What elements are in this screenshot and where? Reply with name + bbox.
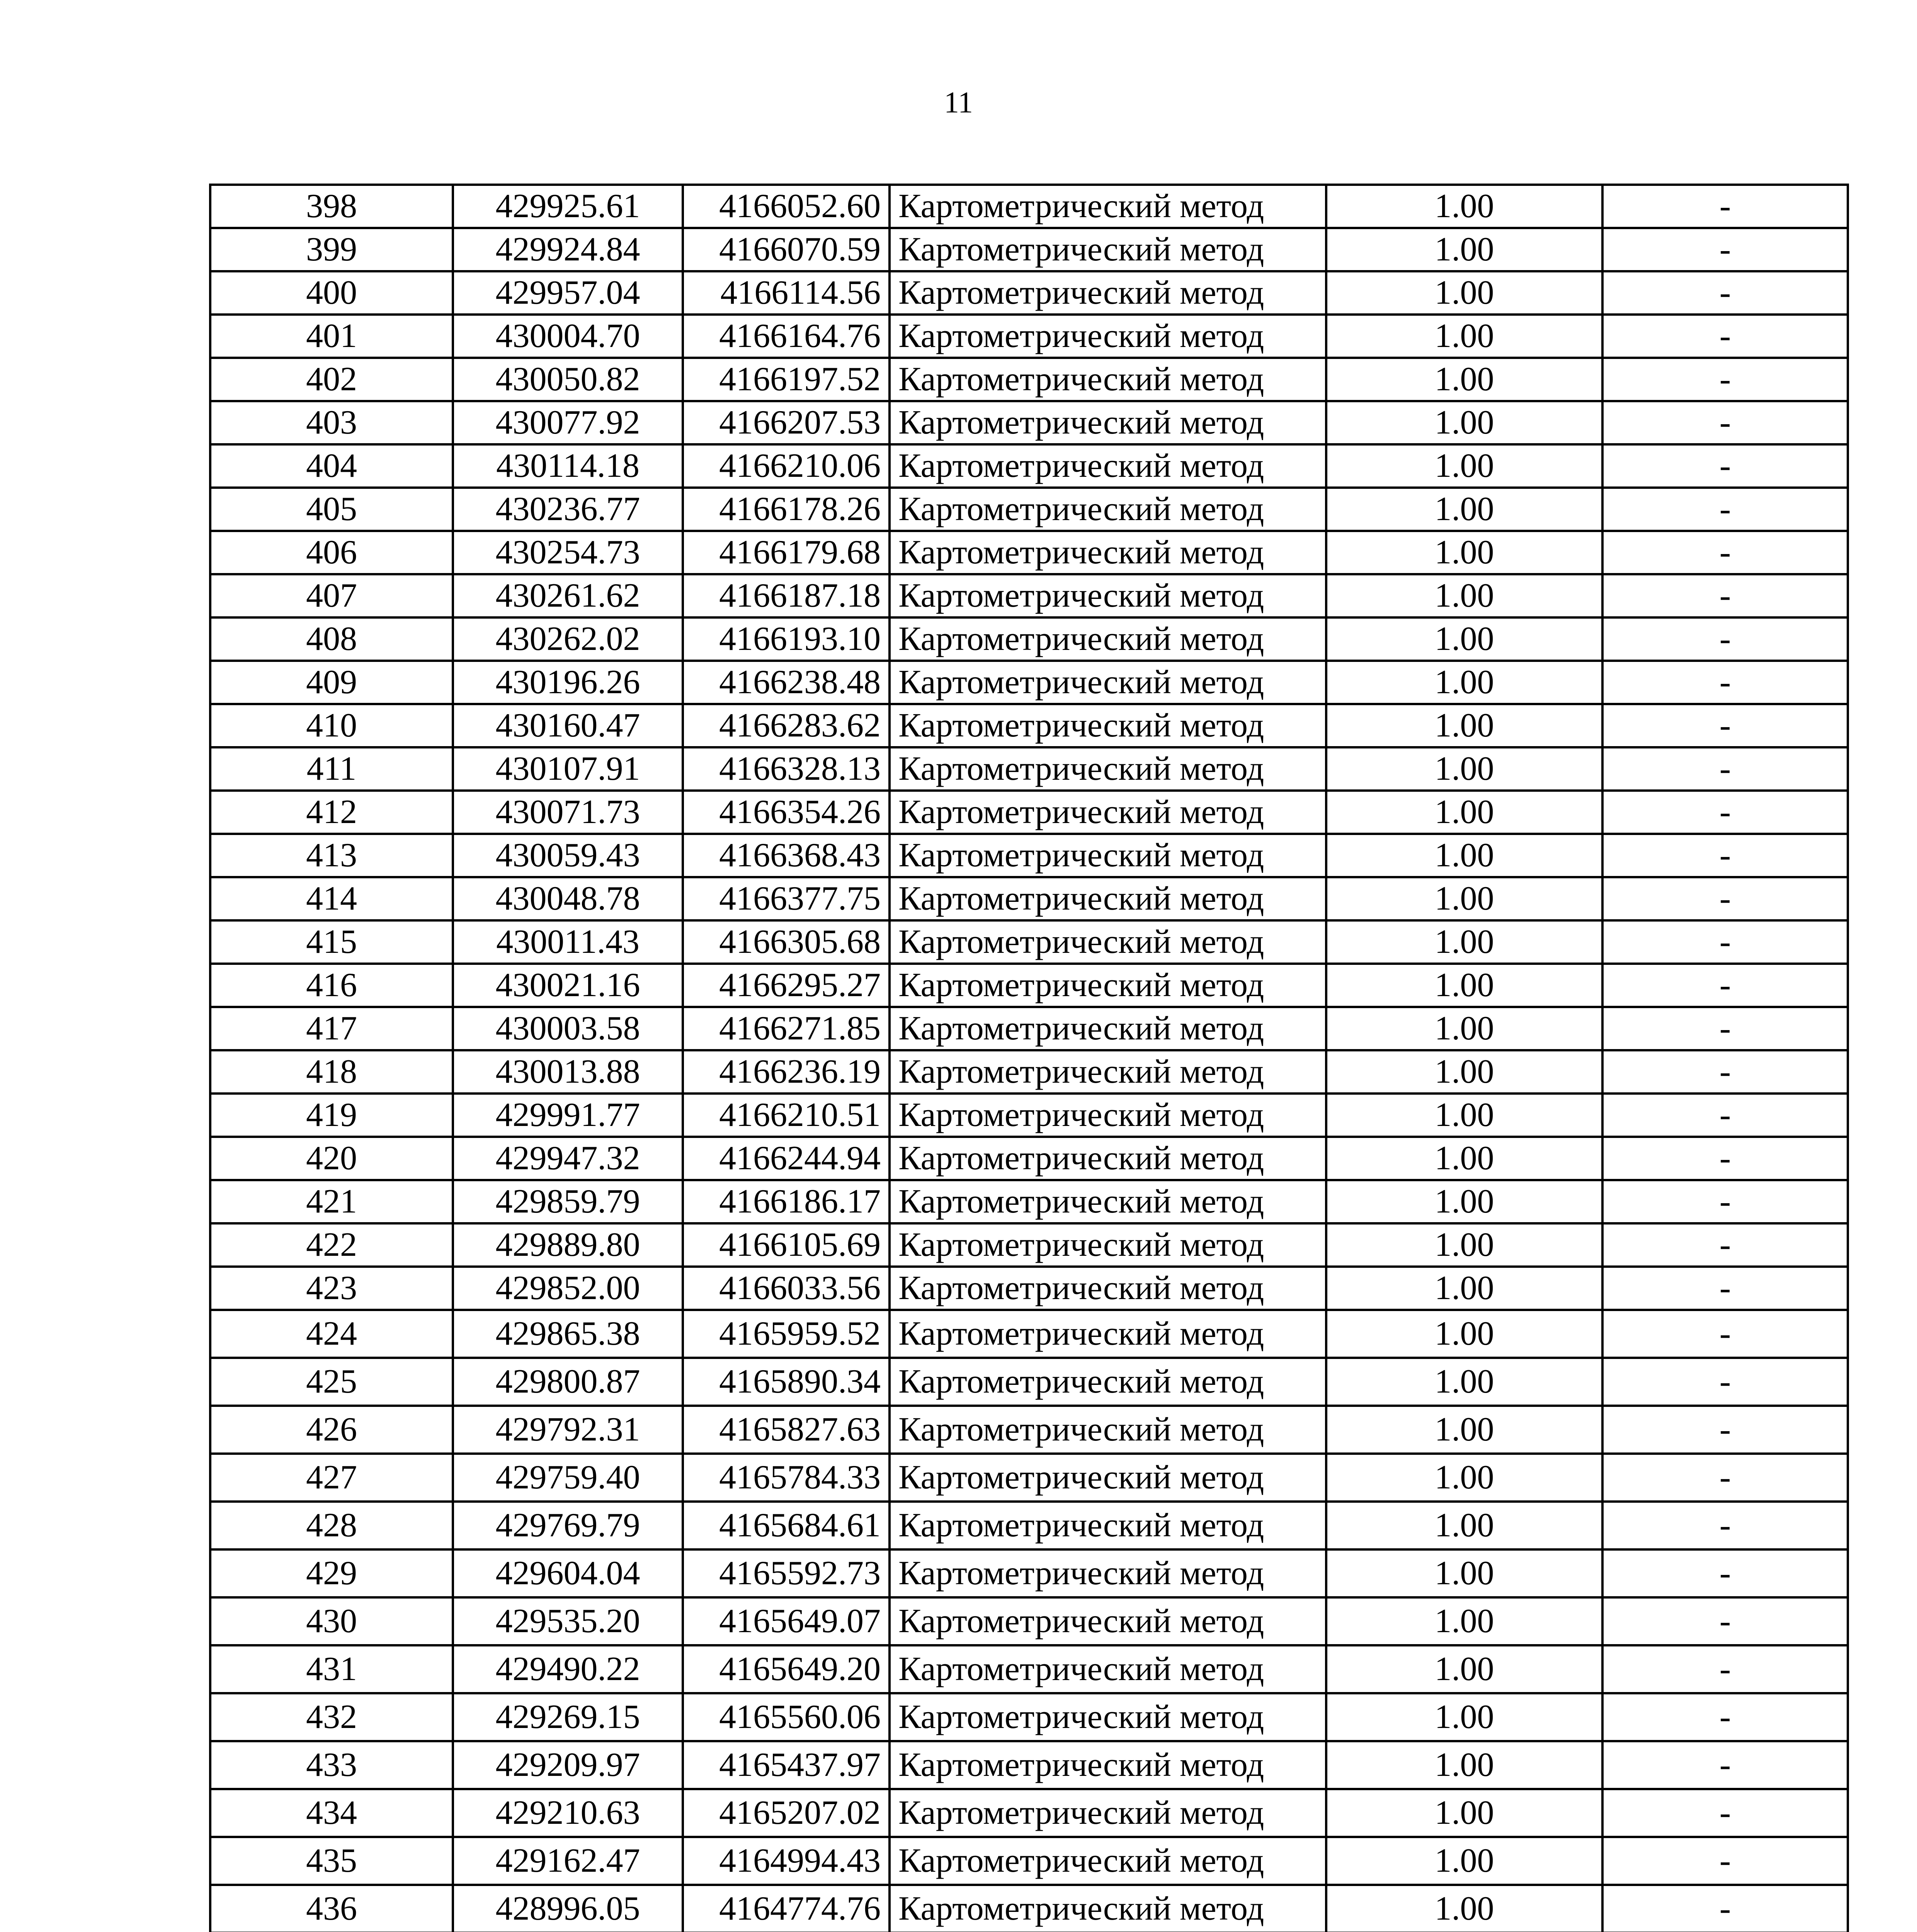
x-coordinate-cell: 429889.80 — [453, 1223, 683, 1267]
table-row — [210, 185, 1848, 228]
description-cell: - — [1602, 1789, 1848, 1837]
point-number-cell: 418 — [210, 1050, 453, 1094]
point-number-cell: 422 — [210, 1223, 453, 1267]
table-row — [210, 1502, 1848, 1549]
point-number-cell: 403 — [210, 401, 453, 444]
accuracy-cell: 1.00 — [1326, 1597, 1602, 1645]
x-coordinate-cell: 429991.77 — [453, 1094, 683, 1137]
accuracy-cell: 1.00 — [1326, 1789, 1602, 1837]
point-number-cell: 435 — [210, 1837, 453, 1885]
table-row — [210, 1358, 1848, 1406]
table-row — [210, 877, 1848, 920]
x-coordinate-cell: 430071.73 — [453, 791, 683, 834]
table-row — [210, 617, 1848, 661]
method-cell: Картометрический метод — [890, 1837, 1326, 1885]
y-coordinate-cell: 4165959.52 — [683, 1310, 890, 1358]
x-coordinate-cell: 429792.31 — [453, 1406, 683, 1454]
description-cell: - — [1602, 1180, 1848, 1223]
table-row — [210, 1597, 1848, 1645]
table-row — [210, 791, 1848, 834]
x-coordinate-cell: 430004.70 — [453, 315, 683, 358]
x-coordinate-cell: 429947.32 — [453, 1137, 683, 1180]
accuracy-cell: 1.00 — [1326, 1502, 1602, 1549]
description-cell: - — [1602, 1050, 1848, 1094]
accuracy-cell: 1.00 — [1326, 1223, 1602, 1267]
accuracy-cell: 1.00 — [1326, 1180, 1602, 1223]
point-number-cell: 423 — [210, 1267, 453, 1310]
x-coordinate-cell: 429269.15 — [453, 1693, 683, 1741]
method-cell: Картометрический метод — [890, 1885, 1326, 1932]
table-row — [210, 1741, 1848, 1789]
description-cell: - — [1602, 1597, 1848, 1645]
x-coordinate-cell: 429925.61 — [453, 185, 683, 228]
x-coordinate-cell: 429535.20 — [453, 1597, 683, 1645]
x-coordinate-cell: 429604.04 — [453, 1549, 683, 1597]
description-cell: - — [1602, 1693, 1848, 1741]
method-cell: Картометрический метод — [890, 315, 1326, 358]
y-coordinate-cell: 4166368.43 — [683, 834, 890, 877]
description-cell: - — [1602, 1406, 1848, 1454]
x-coordinate-cell: 429852.00 — [453, 1267, 683, 1310]
x-coordinate-cell: 430003.58 — [453, 1007, 683, 1050]
table-row — [210, 315, 1848, 358]
method-cell: Картометрический метод — [890, 1310, 1326, 1358]
method-cell: Картометрический метод — [890, 617, 1326, 661]
point-number-cell: 402 — [210, 358, 453, 401]
accuracy-cell: 1.00 — [1326, 1310, 1602, 1358]
table-row — [210, 964, 1848, 1007]
accuracy-cell: 1.00 — [1326, 1267, 1602, 1310]
description-cell: - — [1602, 315, 1848, 358]
x-coordinate-cell: 430021.16 — [453, 964, 683, 1007]
method-cell: Картометрический метод — [890, 1137, 1326, 1180]
accuracy-cell: 1.00 — [1326, 791, 1602, 834]
y-coordinate-cell: 4165437.97 — [683, 1741, 890, 1789]
point-number-cell: 406 — [210, 531, 453, 574]
description-cell: - — [1602, 964, 1848, 1007]
table-row — [210, 1180, 1848, 1223]
point-number-cell: 400 — [210, 271, 453, 315]
point-number-cell: 414 — [210, 877, 453, 920]
point-number-cell: 426 — [210, 1406, 453, 1454]
point-number-cell: 413 — [210, 834, 453, 877]
description-cell: - — [1602, 1885, 1848, 1932]
description-cell: - — [1602, 791, 1848, 834]
y-coordinate-cell: 4165649.07 — [683, 1597, 890, 1645]
x-coordinate-cell: 429759.40 — [453, 1454, 683, 1502]
x-coordinate-cell: 428996.05 — [453, 1885, 683, 1932]
point-number-cell: 409 — [210, 661, 453, 704]
method-cell: Картометрический метод — [890, 1358, 1326, 1406]
table-row — [210, 401, 1848, 444]
accuracy-cell: 1.00 — [1326, 834, 1602, 877]
method-cell: Картометрический метод — [890, 1645, 1326, 1693]
page-number: 11 — [944, 85, 973, 119]
accuracy-cell: 1.00 — [1326, 1094, 1602, 1137]
x-coordinate-cell: 429859.79 — [453, 1180, 683, 1223]
y-coordinate-cell: 4165890.34 — [683, 1358, 890, 1406]
point-number-cell: 398 — [210, 185, 453, 228]
accuracy-cell: 1.00 — [1326, 747, 1602, 791]
y-coordinate-cell: 4166210.06 — [683, 444, 890, 488]
method-cell: Картометрический метод — [890, 1223, 1326, 1267]
x-coordinate-cell: 430048.78 — [453, 877, 683, 920]
method-cell: Картометрический метод — [890, 488, 1326, 531]
method-cell: Картометрический метод — [890, 1693, 1326, 1741]
accuracy-cell: 1.00 — [1326, 1050, 1602, 1094]
y-coordinate-cell: 4166193.10 — [683, 617, 890, 661]
accuracy-cell: 1.00 — [1326, 704, 1602, 747]
point-number-cell: 420 — [210, 1137, 453, 1180]
description-cell: - — [1602, 1645, 1848, 1693]
point-number-cell: 430 — [210, 1597, 453, 1645]
table-row — [210, 1693, 1848, 1741]
y-coordinate-cell: 4166207.53 — [683, 401, 890, 444]
accuracy-cell: 1.00 — [1326, 358, 1602, 401]
method-cell: Картометрический метод — [890, 834, 1326, 877]
method-cell: Картометрический метод — [890, 877, 1326, 920]
y-coordinate-cell: 4166186.17 — [683, 1180, 890, 1223]
y-coordinate-cell: 4165207.02 — [683, 1789, 890, 1837]
x-coordinate-cell: 430011.43 — [453, 920, 683, 964]
y-coordinate-cell: 4166033.56 — [683, 1267, 890, 1310]
table-row — [210, 1789, 1848, 1837]
table-row — [210, 661, 1848, 704]
coordinates-table-body — [210, 185, 1848, 1932]
accuracy-cell: 1.00 — [1326, 531, 1602, 574]
y-coordinate-cell: 4166328.13 — [683, 747, 890, 791]
y-coordinate-cell: 4166354.26 — [683, 791, 890, 834]
description-cell: - — [1602, 488, 1848, 531]
method-cell: Картометрический метод — [890, 1741, 1326, 1789]
point-number-cell: 436 — [210, 1885, 453, 1932]
point-number-cell: 408 — [210, 617, 453, 661]
x-coordinate-cell: 429769.79 — [453, 1502, 683, 1549]
x-coordinate-cell: 430114.18 — [453, 444, 683, 488]
accuracy-cell: 1.00 — [1326, 964, 1602, 1007]
method-cell: Картометрический метод — [890, 747, 1326, 791]
table-row — [210, 834, 1848, 877]
y-coordinate-cell: 4165560.06 — [683, 1693, 890, 1741]
accuracy-cell: 1.00 — [1326, 185, 1602, 228]
accuracy-cell: 1.00 — [1326, 1406, 1602, 1454]
accuracy-cell: 1.00 — [1326, 1885, 1602, 1932]
description-cell: - — [1602, 1549, 1848, 1597]
table-row — [210, 1094, 1848, 1137]
point-number-cell: 399 — [210, 228, 453, 271]
y-coordinate-cell: 4166244.94 — [683, 1137, 890, 1180]
y-coordinate-cell: 4166305.68 — [683, 920, 890, 964]
description-cell: - — [1602, 1502, 1848, 1549]
table-row — [210, 1137, 1848, 1180]
description-cell: - — [1602, 877, 1848, 920]
table-row — [210, 358, 1848, 401]
coordinates-table — [209, 184, 1849, 1932]
description-cell: - — [1602, 401, 1848, 444]
method-cell: Картометрический метод — [890, 1406, 1326, 1454]
y-coordinate-cell: 4165649.20 — [683, 1645, 890, 1693]
x-coordinate-cell: 429957.04 — [453, 271, 683, 315]
description-cell: - — [1602, 1310, 1848, 1358]
description-cell: - — [1602, 185, 1848, 228]
table-row — [210, 1223, 1848, 1267]
point-number-cell: 424 — [210, 1310, 453, 1358]
accuracy-cell: 1.00 — [1326, 228, 1602, 271]
table-row — [210, 1645, 1848, 1693]
point-number-cell: 434 — [210, 1789, 453, 1837]
description-cell: - — [1602, 1094, 1848, 1137]
x-coordinate-cell: 429209.97 — [453, 1741, 683, 1789]
y-coordinate-cell: 4164994.43 — [683, 1837, 890, 1885]
x-coordinate-cell: 429924.84 — [453, 228, 683, 271]
y-coordinate-cell: 4165784.33 — [683, 1454, 890, 1502]
point-number-cell: 417 — [210, 1007, 453, 1050]
accuracy-cell: 1.00 — [1326, 574, 1602, 617]
x-coordinate-cell: 429210.63 — [453, 1789, 683, 1837]
accuracy-cell: 1.00 — [1326, 488, 1602, 531]
y-coordinate-cell: 4166105.69 — [683, 1223, 890, 1267]
x-coordinate-cell: 430107.91 — [453, 747, 683, 791]
x-coordinate-cell: 429865.38 — [453, 1310, 683, 1358]
table-row — [210, 488, 1848, 531]
table-row — [210, 1454, 1848, 1502]
y-coordinate-cell: 4166283.62 — [683, 704, 890, 747]
table-row — [210, 747, 1848, 791]
method-cell: Картометрический метод — [890, 574, 1326, 617]
method-cell: Картометрический метод — [890, 1050, 1326, 1094]
method-cell: Картометрический метод — [890, 228, 1326, 271]
x-coordinate-cell: 430050.82 — [453, 358, 683, 401]
y-coordinate-cell: 4166179.68 — [683, 531, 890, 574]
description-cell: - — [1602, 1267, 1848, 1310]
y-coordinate-cell: 4166295.27 — [683, 964, 890, 1007]
method-cell: Картометрический метод — [890, 1502, 1326, 1549]
point-number-cell: 415 — [210, 920, 453, 964]
description-cell: - — [1602, 574, 1848, 617]
accuracy-cell: 1.00 — [1326, 877, 1602, 920]
description-cell: - — [1602, 747, 1848, 791]
accuracy-cell: 1.00 — [1326, 1549, 1602, 1597]
description-cell: - — [1602, 834, 1848, 877]
method-cell: Картометрический метод — [890, 964, 1326, 1007]
point-number-cell: 405 — [210, 488, 453, 531]
description-cell: - — [1602, 358, 1848, 401]
y-coordinate-cell: 4166187.18 — [683, 574, 890, 617]
point-number-cell: 410 — [210, 704, 453, 747]
accuracy-cell: 1.00 — [1326, 1137, 1602, 1180]
table-row — [210, 1406, 1848, 1454]
accuracy-cell: 1.00 — [1326, 1454, 1602, 1502]
table-row — [210, 1267, 1848, 1310]
description-cell: - — [1602, 531, 1848, 574]
point-number-cell: 433 — [210, 1741, 453, 1789]
accuracy-cell: 1.00 — [1326, 315, 1602, 358]
description-cell: - — [1602, 1223, 1848, 1267]
y-coordinate-cell: 4165684.61 — [683, 1502, 890, 1549]
method-cell: Картометрический метод — [890, 1549, 1326, 1597]
table-row — [210, 531, 1848, 574]
point-number-cell: 401 — [210, 315, 453, 358]
description-cell: - — [1602, 920, 1848, 964]
y-coordinate-cell: 4166164.76 — [683, 315, 890, 358]
method-cell: Картометрический метод — [890, 401, 1326, 444]
description-cell: - — [1602, 1741, 1848, 1789]
method-cell: Картометрический метод — [890, 1094, 1326, 1137]
table-row — [210, 228, 1848, 271]
y-coordinate-cell: 4166377.75 — [683, 877, 890, 920]
y-coordinate-cell: 4165827.63 — [683, 1406, 890, 1454]
method-cell: Картометрический метод — [890, 185, 1326, 228]
description-cell: - — [1602, 1454, 1848, 1502]
method-cell: Картометрический метод — [890, 1180, 1326, 1223]
y-coordinate-cell: 4166238.48 — [683, 661, 890, 704]
point-number-cell: 421 — [210, 1180, 453, 1223]
x-coordinate-cell: 429490.22 — [453, 1645, 683, 1693]
accuracy-cell: 1.00 — [1326, 661, 1602, 704]
x-coordinate-cell: 430077.92 — [453, 401, 683, 444]
y-coordinate-cell: 4166197.52 — [683, 358, 890, 401]
method-cell: Картометрический метод — [890, 920, 1326, 964]
x-coordinate-cell: 430013.88 — [453, 1050, 683, 1094]
y-coordinate-cell: 4166070.59 — [683, 228, 890, 271]
point-number-cell: 427 — [210, 1454, 453, 1502]
point-number-cell: 431 — [210, 1645, 453, 1693]
y-coordinate-cell: 4166271.85 — [683, 1007, 890, 1050]
method-cell: Картометрический метод — [890, 661, 1326, 704]
method-cell: Картометрический метод — [890, 1007, 1326, 1050]
description-cell: - — [1602, 1358, 1848, 1406]
table-row — [210, 1885, 1848, 1932]
description-cell: - — [1602, 1837, 1848, 1885]
method-cell: Картометрический метод — [890, 1597, 1326, 1645]
x-coordinate-cell: 430196.26 — [453, 661, 683, 704]
x-coordinate-cell: 429162.47 — [453, 1837, 683, 1885]
accuracy-cell: 1.00 — [1326, 617, 1602, 661]
description-cell: - — [1602, 228, 1848, 271]
y-coordinate-cell: 4164774.76 — [683, 1885, 890, 1932]
accuracy-cell: 1.00 — [1326, 1645, 1602, 1693]
accuracy-cell: 1.00 — [1326, 1007, 1602, 1050]
point-number-cell: 429 — [210, 1549, 453, 1597]
y-coordinate-cell: 4166178.26 — [683, 488, 890, 531]
point-number-cell: 432 — [210, 1693, 453, 1741]
x-coordinate-cell: 429800.87 — [453, 1358, 683, 1406]
method-cell: Картометрический метод — [890, 1789, 1326, 1837]
y-coordinate-cell: 4166052.60 — [683, 185, 890, 228]
description-cell: - — [1602, 444, 1848, 488]
x-coordinate-cell: 430262.02 — [453, 617, 683, 661]
description-cell: - — [1602, 1137, 1848, 1180]
x-coordinate-cell: 430160.47 — [453, 704, 683, 747]
table-row — [210, 1310, 1848, 1358]
x-coordinate-cell: 430236.77 — [453, 488, 683, 531]
method-cell: Картометрический метод — [890, 271, 1326, 315]
y-coordinate-cell: 4165592.73 — [683, 1549, 890, 1597]
x-coordinate-cell: 430059.43 — [453, 834, 683, 877]
table-row — [210, 444, 1848, 488]
table-row — [210, 920, 1848, 964]
description-cell: - — [1602, 1007, 1848, 1050]
accuracy-cell: 1.00 — [1326, 1837, 1602, 1885]
table-row — [210, 1837, 1848, 1885]
description-cell: - — [1602, 271, 1848, 315]
point-number-cell: 411 — [210, 747, 453, 791]
point-number-cell: 404 — [210, 444, 453, 488]
description-cell: - — [1602, 704, 1848, 747]
description-cell: - — [1602, 617, 1848, 661]
accuracy-cell: 1.00 — [1326, 1358, 1602, 1406]
point-number-cell: 425 — [210, 1358, 453, 1406]
point-number-cell: 407 — [210, 574, 453, 617]
table-row — [210, 574, 1848, 617]
table-row — [210, 1050, 1848, 1094]
accuracy-cell: 1.00 — [1326, 920, 1602, 964]
method-cell: Картометрический метод — [890, 358, 1326, 401]
table-row — [210, 1007, 1848, 1050]
point-number-cell: 412 — [210, 791, 453, 834]
method-cell: Картометрический метод — [890, 704, 1326, 747]
accuracy-cell: 1.00 — [1326, 1693, 1602, 1741]
method-cell: Картометрический метод — [890, 1454, 1326, 1502]
x-coordinate-cell: 430254.73 — [453, 531, 683, 574]
method-cell: Картометрический метод — [890, 791, 1326, 834]
point-number-cell: 416 — [210, 964, 453, 1007]
y-coordinate-cell: 4166114.56 — [683, 271, 890, 315]
accuracy-cell: 1.00 — [1326, 1741, 1602, 1789]
description-cell: - — [1602, 661, 1848, 704]
method-cell: Картометрический метод — [890, 531, 1326, 574]
method-cell: Картометрический метод — [890, 444, 1326, 488]
accuracy-cell: 1.00 — [1326, 401, 1602, 444]
table-row — [210, 1549, 1848, 1597]
y-coordinate-cell: 4166236.19 — [683, 1050, 890, 1094]
table-row — [210, 271, 1848, 315]
y-coordinate-cell: 4166210.51 — [683, 1094, 890, 1137]
method-cell: Картометрический метод — [890, 1267, 1326, 1310]
accuracy-cell: 1.00 — [1326, 271, 1602, 315]
table-row — [210, 704, 1848, 747]
point-number-cell: 428 — [210, 1502, 453, 1549]
x-coordinate-cell: 430261.62 — [453, 574, 683, 617]
point-number-cell: 419 — [210, 1094, 453, 1137]
accuracy-cell: 1.00 — [1326, 444, 1602, 488]
